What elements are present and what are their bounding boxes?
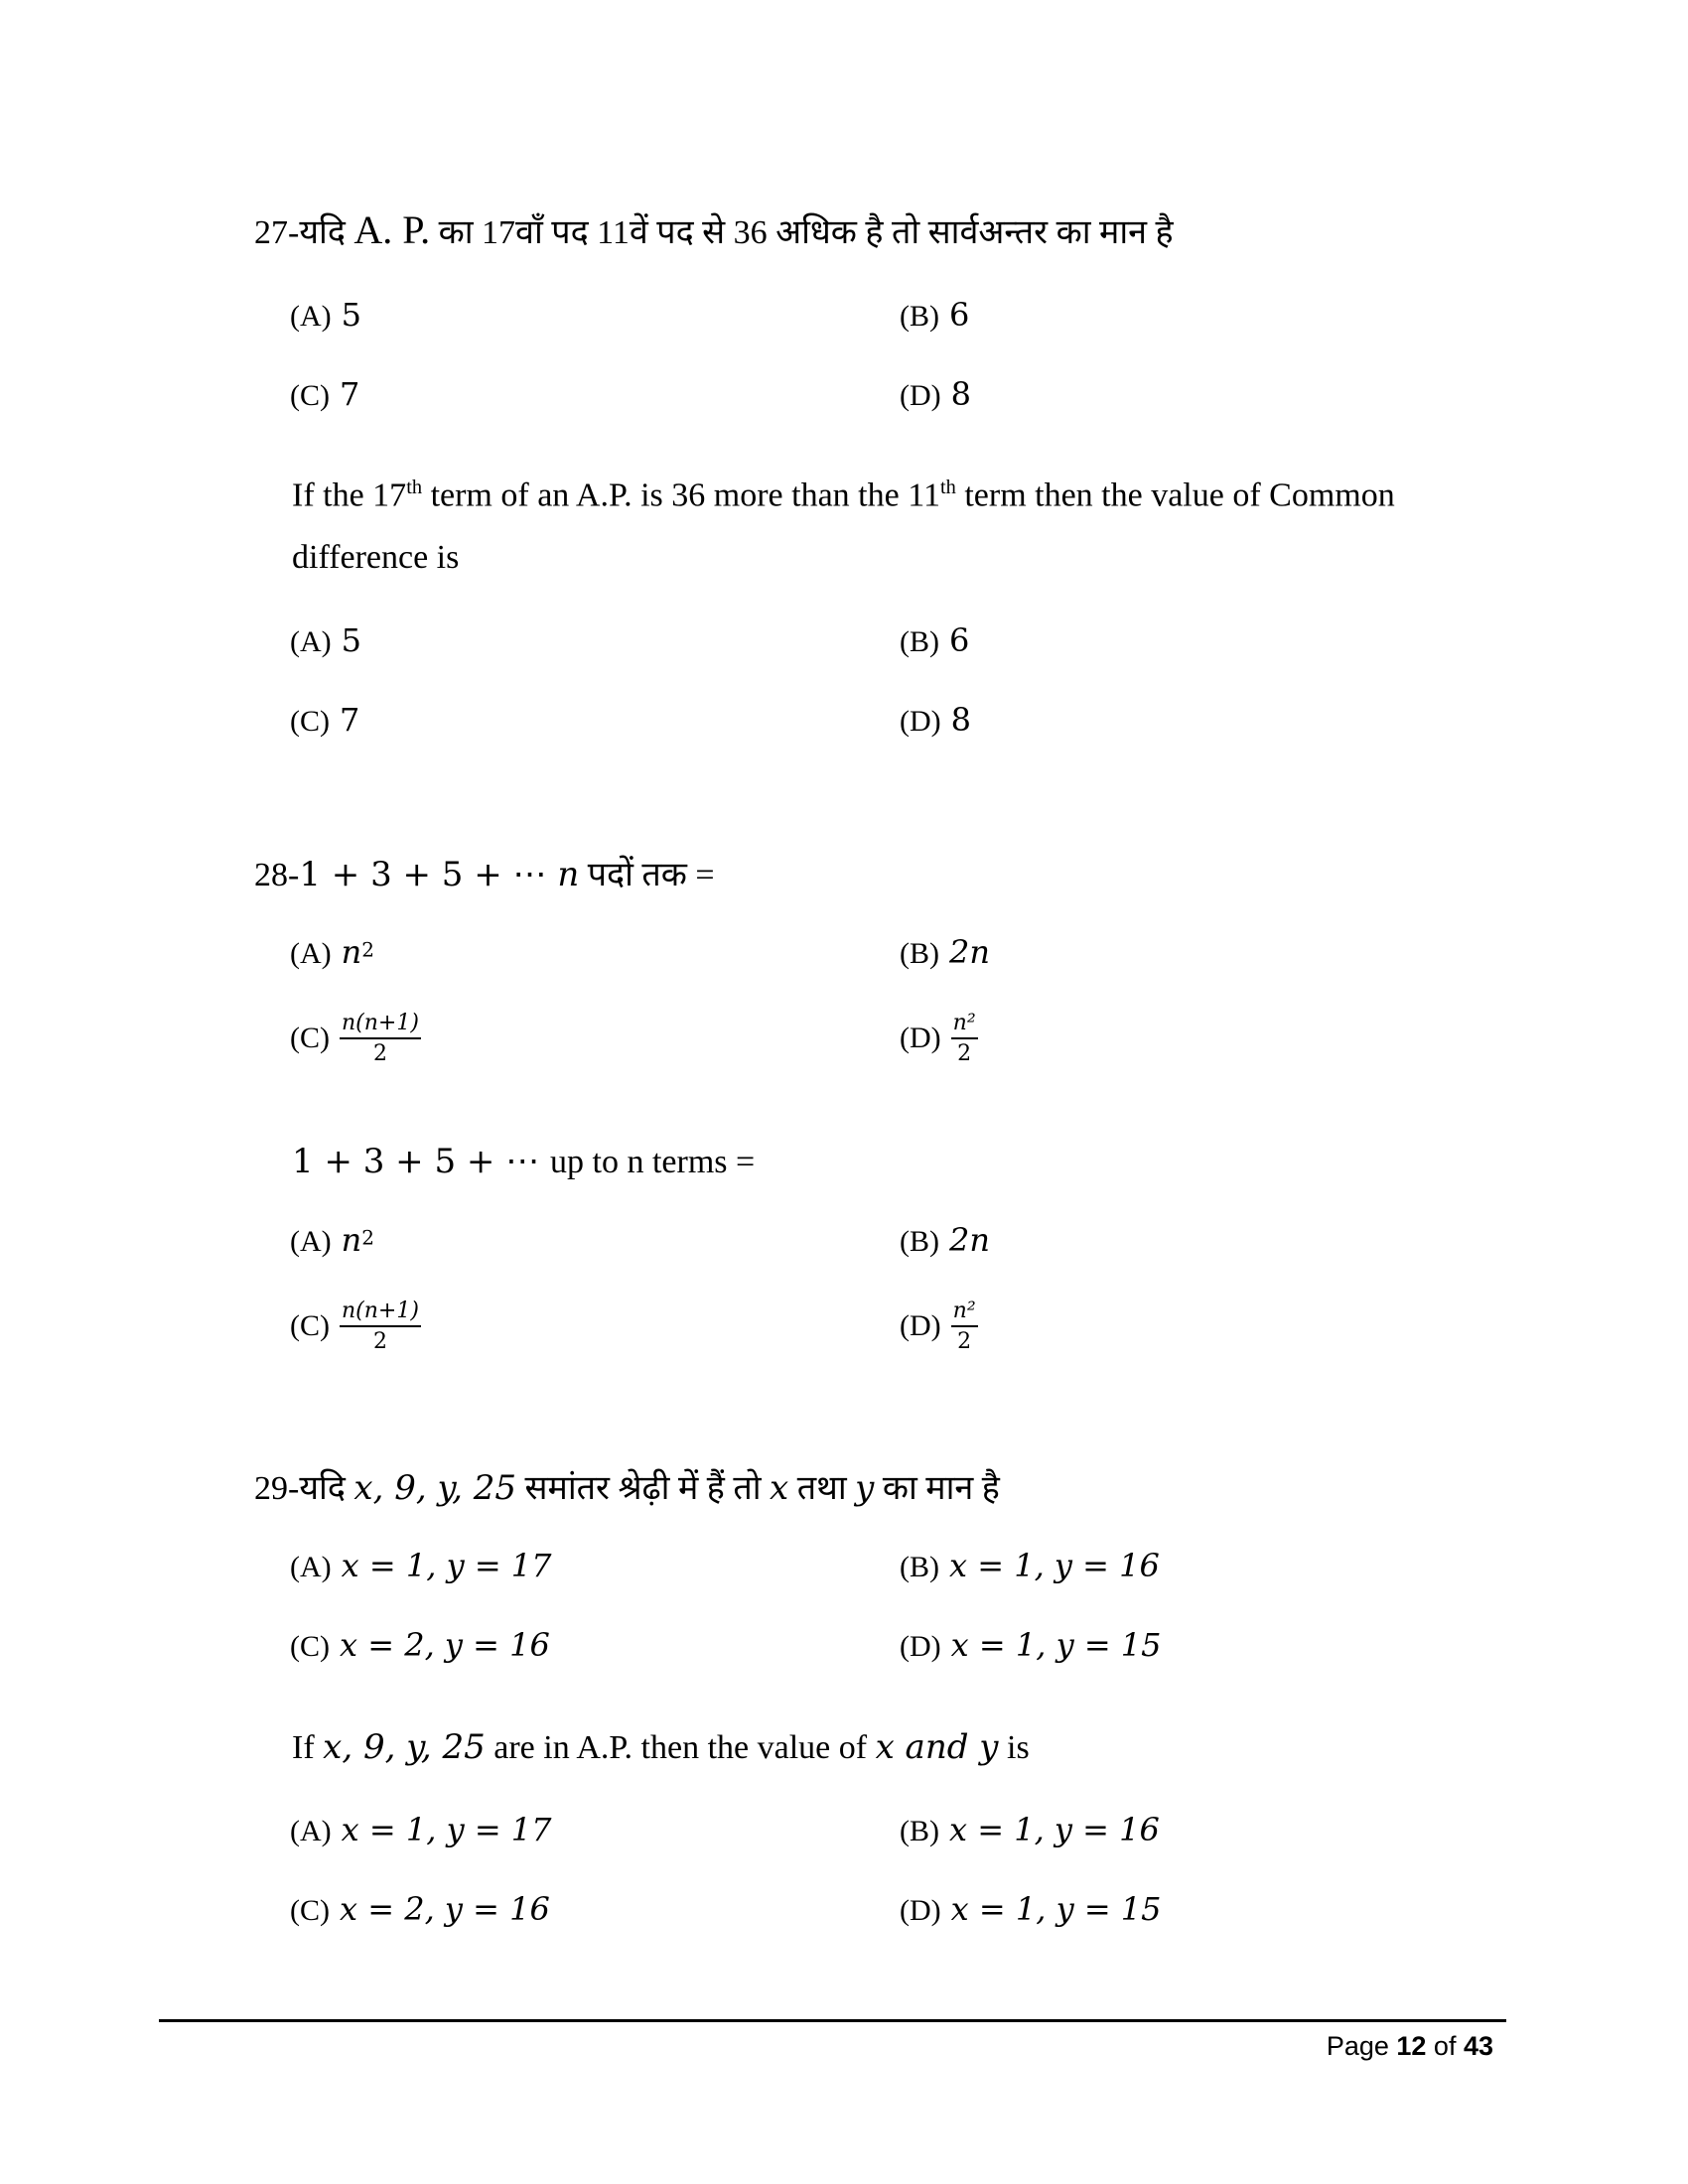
- fraction-denominator: 2: [957, 1041, 972, 1066]
- q29-en-text-mid: are in A.P. then the value of: [485, 1729, 876, 1766]
- q28-en-option-c[interactable]: [290, 1298, 421, 1354]
- option-label: (A): [290, 1551, 332, 1583]
- fraction: [951, 1011, 978, 1066]
- option-value: 7: [340, 375, 360, 413]
- option-value: 6: [949, 296, 970, 334]
- q29-hi-y: y: [855, 1468, 875, 1508]
- q27-hi-option-c[interactable]: [290, 375, 359, 413]
- option-label: (C): [290, 1309, 330, 1342]
- q29-en-option-c[interactable]: [290, 1890, 550, 1928]
- q29-hi-seq: x, 9, y, 25: [353, 1468, 517, 1508]
- q27-hi-option-a[interactable]: [290, 296, 361, 334]
- fraction-numerator: n²: [951, 1011, 978, 1039]
- q27-en-option-b[interactable]: [900, 621, 969, 659]
- option-label: (B): [900, 300, 939, 333]
- q27-hi-ap: A. P.: [353, 207, 431, 252]
- q29-en-xy: x and y: [875, 1727, 999, 1767]
- footer-of-word: of: [1426, 2031, 1464, 2061]
- option-value: x = 1, y = 16: [949, 1811, 1160, 1848]
- footer-page-word: Page: [1326, 2031, 1397, 2061]
- q28-hi-n: n: [557, 855, 580, 894]
- option-value: x = 1, y = 17: [341, 1811, 552, 1848]
- q29-en-option-b[interactable]: [900, 1811, 1160, 1848]
- q29-en-text-post: is: [998, 1729, 1030, 1766]
- q28-en-question: [292, 1142, 755, 1181]
- q27-en-option-c[interactable]: [290, 701, 359, 739]
- fraction-denominator: 2: [957, 1329, 972, 1354]
- option-value: 5: [341, 621, 362, 659]
- q28-hi-expr: 1 + 3 + 5 + ⋯: [299, 855, 558, 894]
- q27-hi-text-pre: यदि: [299, 214, 354, 251]
- q27-en-option-a[interactable]: [290, 621, 361, 659]
- option-label: (D): [900, 1309, 941, 1342]
- page-number-footer: [1327, 2031, 1493, 2062]
- option-label: (C): [290, 1894, 330, 1927]
- q29-hi-x: x: [770, 1468, 789, 1508]
- fraction-numerator: n(n+1): [340, 1011, 421, 1039]
- option-value: x = 2, y = 16: [340, 1626, 550, 1664]
- q28-hi-option-d[interactable]: [900, 1011, 978, 1066]
- q27-en-part1: If the 17: [292, 477, 407, 514]
- q27-number: 27-: [254, 214, 300, 251]
- option-label: (C): [290, 379, 330, 412]
- option-label: (C): [290, 1022, 330, 1054]
- fraction: [951, 1298, 978, 1354]
- option-label: (D): [900, 1894, 941, 1927]
- option-label: (D): [900, 1630, 941, 1663]
- fraction-denominator: 2: [372, 1041, 387, 1066]
- option-label: (A): [290, 1225, 332, 1258]
- fraction: [340, 1298, 421, 1354]
- q27-en-part2: term of an A.P. is 36 more than the 11: [422, 477, 940, 514]
- q29-hi-text-post: का मान है: [874, 1470, 1000, 1507]
- q28-hi-text-post: पदों तक =: [579, 857, 715, 893]
- option-value: 5: [341, 296, 362, 334]
- fraction: [340, 1011, 421, 1066]
- option-label: (B): [900, 1815, 939, 1847]
- option-value: x = 1, y = 15: [950, 1626, 1162, 1664]
- option-value: 8: [950, 375, 972, 413]
- fraction-numerator: n²: [951, 1298, 978, 1327]
- option-value-exponent: 2: [361, 937, 374, 962]
- option-label: (A): [290, 625, 332, 658]
- q29-en-question: [292, 1727, 1030, 1767]
- q29-hi-option-b[interactable]: [900, 1547, 1160, 1584]
- fraction-denominator: 2: [372, 1329, 387, 1354]
- option-label: (A): [290, 300, 332, 333]
- option-value-base: n: [341, 933, 362, 971]
- q27-en-part3: term then the value of Common: [955, 477, 1395, 514]
- q27-en-sup2: th: [939, 477, 956, 498]
- q28-en-option-d[interactable]: [900, 1298, 978, 1354]
- option-label: (D): [900, 1022, 941, 1054]
- q27-hi-text-post: का 17वाँ पद 11वें पद से 36 अधिक है तो सार्वअन्तर का मान है: [430, 214, 1174, 251]
- footer-divider: [159, 2019, 1506, 2022]
- option-value: 7: [340, 701, 360, 739]
- q27-en-question-line1: [292, 477, 1395, 514]
- q27-hi-question: [254, 206, 1174, 253]
- q27-en-question-line2: difference is: [292, 539, 460, 576]
- option-label: (C): [290, 705, 330, 738]
- q28-en-option-a[interactable]: [290, 1221, 374, 1259]
- q28-en-text: up to n terms =: [550, 1144, 756, 1180]
- q29-hi-question: [254, 1463, 1000, 1509]
- q27-hi-option-b[interactable]: [900, 296, 969, 334]
- q29-en-option-d[interactable]: [900, 1890, 1162, 1928]
- option-value: x = 1, y = 16: [949, 1547, 1160, 1584]
- fraction-numerator: n(n+1): [340, 1298, 421, 1327]
- option-label: (B): [900, 937, 939, 970]
- q29-en-option-a[interactable]: [290, 1811, 552, 1848]
- footer-total-pages: 43: [1463, 2031, 1493, 2061]
- footer-page-num: 12: [1396, 2031, 1427, 2061]
- q28-number: 28-: [254, 857, 300, 893]
- option-value: 8: [950, 701, 972, 739]
- option-label: (B): [900, 1551, 939, 1583]
- q28-en-expr: 1 + 3 + 5 + ⋯: [292, 1142, 551, 1181]
- q28-hi-question: [254, 850, 715, 895]
- q29-hi-text-pre: यदि: [299, 1470, 354, 1507]
- option-label: (A): [290, 937, 332, 970]
- q27-en-option-d[interactable]: [900, 701, 971, 739]
- q29-hi-text-mid: समांतर श्रेढ़ी में हैं तो: [516, 1470, 771, 1507]
- q29-hi-option-a[interactable]: [290, 1547, 552, 1584]
- option-value-exponent: 2: [361, 1225, 374, 1250]
- q28-hi-option-b[interactable]: [900, 933, 990, 971]
- option-value: x = 1, y = 15: [950, 1890, 1162, 1928]
- option-label: (D): [900, 379, 941, 412]
- q29-number: 29-: [254, 1470, 300, 1507]
- q29-hi-option-d[interactable]: [900, 1626, 1162, 1664]
- q27-en-sup1: th: [406, 477, 423, 498]
- q29-hi-option-c[interactable]: [290, 1626, 550, 1664]
- option-label: (C): [290, 1630, 330, 1663]
- q27-hi-option-d[interactable]: [900, 375, 971, 413]
- q29-en-seq: x, 9, y, 25: [323, 1727, 486, 1767]
- q28-en-option-b[interactable]: [900, 1221, 990, 1259]
- option-label: (B): [900, 1225, 939, 1258]
- option-value: x = 1, y = 17: [341, 1547, 552, 1584]
- option-value: 2n: [949, 1221, 990, 1259]
- q28-hi-option-a[interactable]: [290, 933, 374, 971]
- q29-en-text-pre: If: [292, 1729, 324, 1766]
- q29-hi-text-and: तथा: [788, 1470, 856, 1507]
- option-label: (A): [290, 1815, 332, 1847]
- option-value: 2n: [949, 933, 990, 971]
- option-label: (D): [900, 705, 941, 738]
- option-label: (B): [900, 625, 939, 658]
- option-value: 6: [949, 621, 970, 659]
- option-value: x = 2, y = 16: [340, 1890, 550, 1928]
- option-value-base: n: [341, 1221, 362, 1259]
- q28-hi-option-c[interactable]: [290, 1011, 421, 1066]
